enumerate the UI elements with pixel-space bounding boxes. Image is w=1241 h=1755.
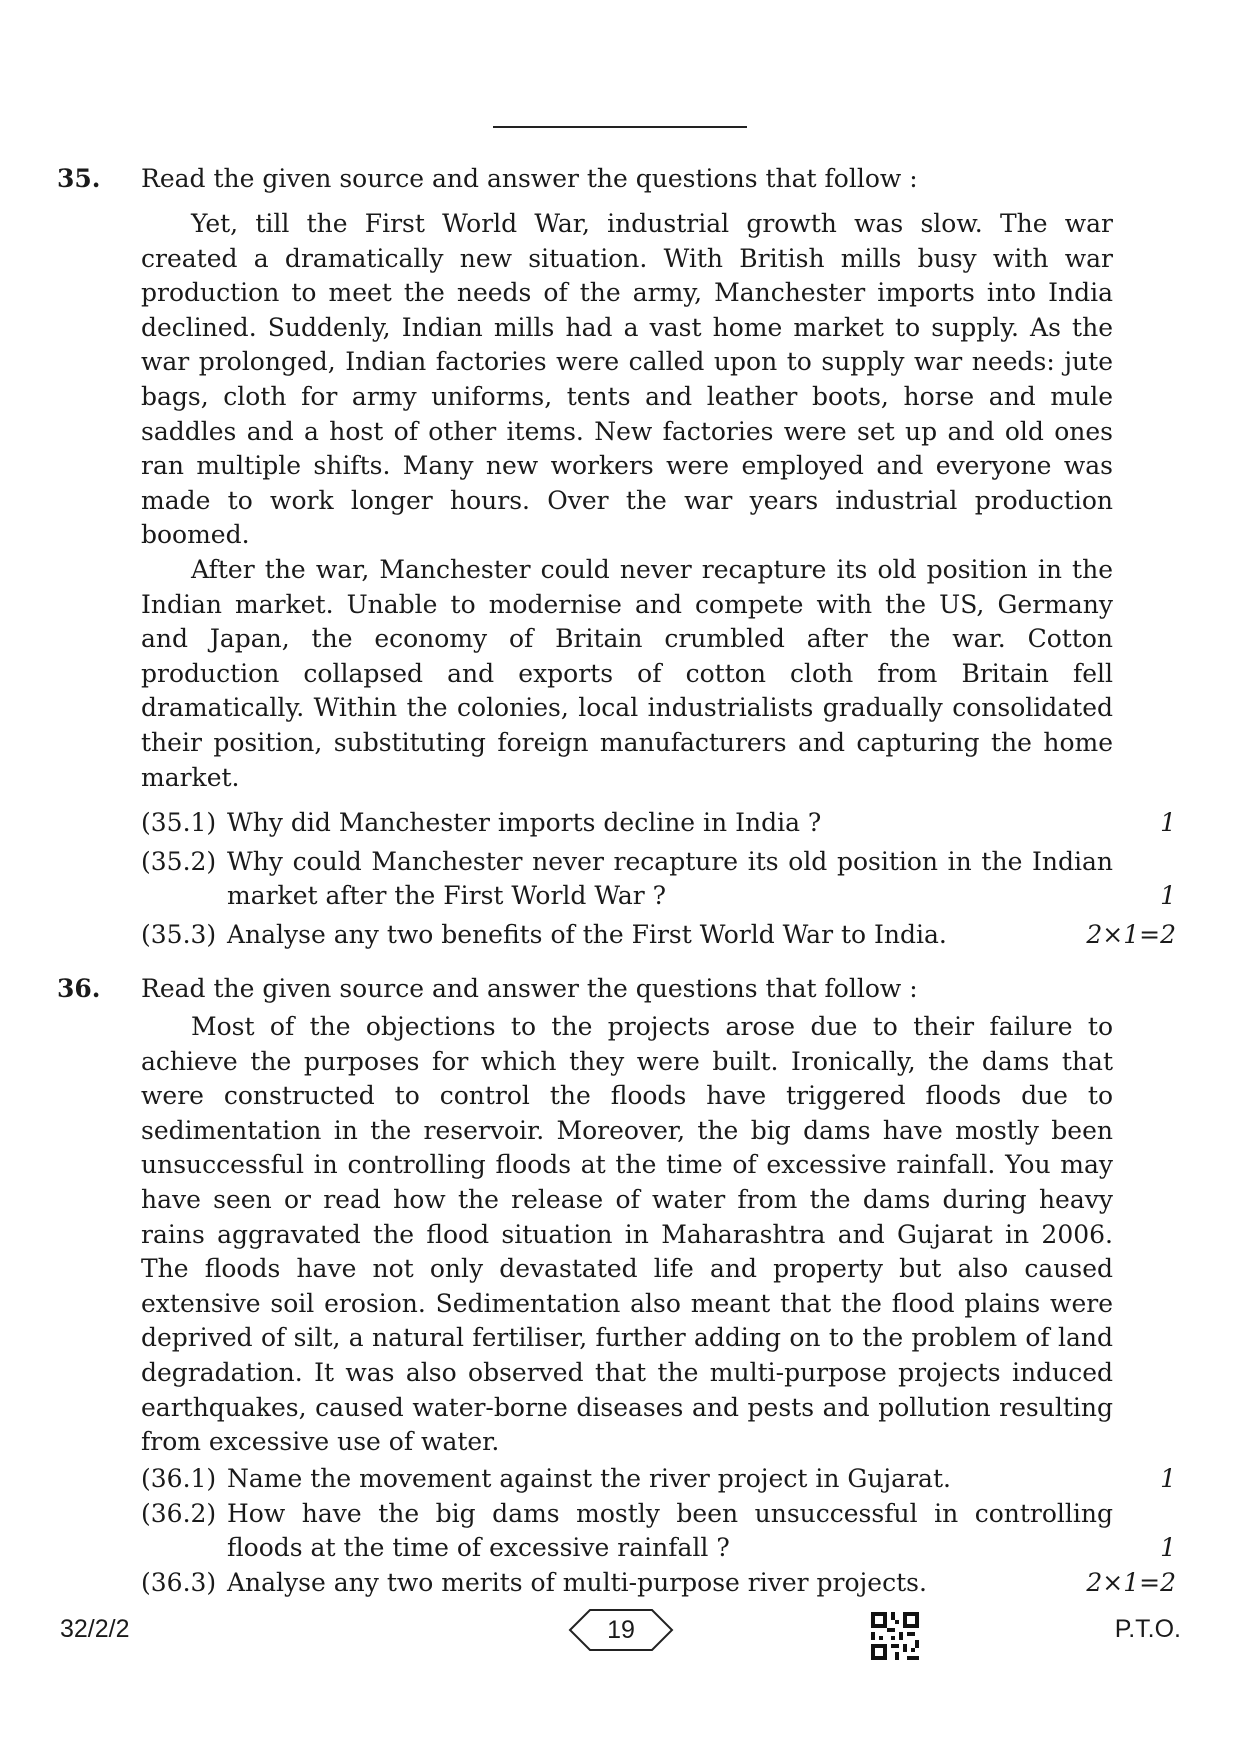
sub-question-number: (36.2) <box>141 1499 217 1528</box>
question-36-intro: Read the given source and answer the questions that follow : <box>141 974 918 1003</box>
sub-question-text: Why did Manchester imports decline in India ? <box>227 808 822 837</box>
question-35-intro: Read the given source and answer the questions that follow : <box>141 164 918 193</box>
sub-question-number: (35.3) <box>141 920 217 949</box>
passage-paragraph: After the war, Manchester could never recapture its old position in the Indian market. Unable to modernise and compete with the US, Germany and Japan, the economy of Britain crumbled after the war. Cotton production collapsed and exports of cotton cloth from Britain fell dramatically. Within the colonies, local industrialists gradually consolidated their position, substituting foreign manufacturers and capturing the home market. <box>141 554 1113 792</box>
question-36-number: 36. <box>57 974 101 1003</box>
passage-paragraph: Yet, till the First World War, industrial growth was slow. The war created a dramatically new situation. With British mills busy with war production to meet the needs of the army, Manchester imports into India declined. Suddenly, Indian mills had a vast home market to supply. As the war prolonged, Indian factories were called upon to supply war needs: jute bags, cloth for army uniforms, tents and leather boots, horse and mule saddles and a host of other items. New factories were set up and old ones ran multiple shifts. Many new workers were employed and everyone was made to work longer hours. Over the war years industrial production boomed. <box>141 209 1113 550</box>
passage-paragraph: Most of the objections to the projects arose due to their failure to achieve the purposes for which they were built. Ironically, the dams that were constructed to control the floods have triggered floods due to sedimentation in the reservoir. Moreover, the big dams have mostly been unsuccessful in controlling floods at the time of excessive rainfall. You may have seen or read how the release of water from the dams during heavy rains aggravated the flood situation in Maharashtra and Gujarat in 2006. The floods have not only devastated life and property but also caused extensive soil erosion. Sedimentation also meant that the flood plains were deprived of silt, a natural fertiliser, further adding on to the problem of land degradation. It was also observed that the multi-purpose projects induced earthquakes, caused water-borne diseases and pests and pollution resulting from excessive use of water. <box>141 1012 1113 1457</box>
please-turn-over: P.T.O. <box>1114 1615 1181 1643</box>
top-divider <box>493 126 747 128</box>
question-35-number: 35. <box>57 164 101 193</box>
paper-code: 32/2/2 <box>60 1615 130 1643</box>
sub-question-35-2 <box>141 845 1176 913</box>
sub-question-35-1 <box>141 806 1176 840</box>
marks: 1 <box>1160 1533 1176 1562</box>
sub-question-number: (36.1) <box>141 1464 217 1493</box>
sub-question-text: How have the big dams mostly been unsuccessful in controlling floods at the time of excessive rainfall ? <box>227 1499 1113 1562</box>
sub-question-text: Analyse any two benefits of the First World War to India. <box>227 920 947 949</box>
sub-question-text: Why could Manchester never recapture its old position in the Indian market after the First World War ? <box>227 847 1113 910</box>
sub-question-number: (35.1) <box>141 808 217 837</box>
marks: 1 <box>1160 1464 1176 1493</box>
marks: 2×1=2 <box>1086 1568 1176 1597</box>
sub-question-36-2 <box>141 1497 1176 1565</box>
question-36-passage <box>141 1010 1113 1460</box>
sub-question-text: Analyse any two merits of multi-purpose river projects. <box>227 1568 927 1597</box>
sub-question-35-3 <box>141 918 1176 952</box>
sub-question-number: (35.2) <box>141 847 217 876</box>
sub-question-36-1 <box>141 1462 1176 1496</box>
marks: 2×1=2 <box>1086 920 1176 949</box>
marks: 1 <box>1160 808 1176 837</box>
qr-code-icon <box>871 1612 919 1660</box>
marks: 1 <box>1160 881 1176 910</box>
page-number-badge <box>568 1608 674 1652</box>
sub-question-number: (36.3) <box>141 1568 217 1597</box>
sub-question-36-3 <box>141 1566 1176 1600</box>
sub-question-text: Name the movement against the river project in Gujarat. <box>227 1464 951 1493</box>
question-35-passage <box>141 207 1113 795</box>
page-number: 19 <box>607 1616 635 1644</box>
